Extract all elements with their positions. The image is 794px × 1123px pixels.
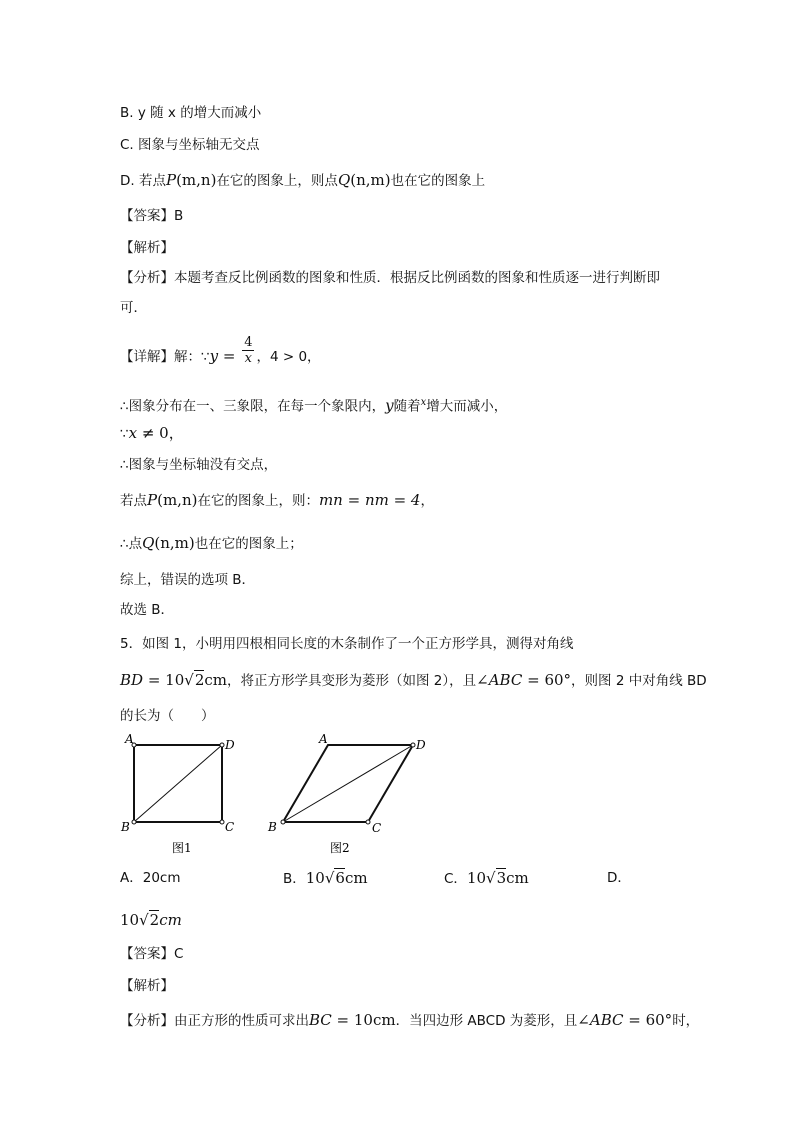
point-q: Q	[142, 534, 155, 552]
bc-value: = 10cm	[331, 1011, 396, 1029]
choose-line: 故选 B．	[120, 602, 175, 618]
fraction-numerator: 4	[244, 334, 253, 350]
choice-a: A．20cm	[120, 870, 181, 886]
no-intersection-line: ∴图象与坐标轴没有交点，	[120, 457, 278, 473]
figure-2-label-a: A	[319, 732, 328, 746]
figure-2-rhombus	[267, 732, 426, 855]
analysis-text-b: ．当四边形 ABCD 为菱形，且	[395, 1013, 578, 1029]
figure-2-label-b: B	[268, 820, 277, 834]
point-q: Q	[337, 171, 351, 189]
mn-end: ，	[420, 493, 434, 509]
var-bc: BC	[309, 1011, 332, 1029]
mn-text-b: 在它的图象上，则：	[197, 493, 319, 509]
q-text-b: 也在它的图象上；	[194, 536, 303, 552]
figure-1-label-b: B	[121, 820, 130, 834]
analysis-label: 【分析】	[120, 270, 174, 286]
point-p: P	[165, 171, 177, 189]
option-b: B. y 随 x 的增大而减小	[120, 105, 262, 121]
analysis-heading-2: 【解析】	[120, 978, 174, 994]
choice-b-unit: cm	[344, 869, 368, 887]
analysis-text-a: 由正方形的性质可求出	[174, 1013, 309, 1029]
mn-text-a: 若点	[120, 493, 147, 509]
choice-d-label: D．	[607, 870, 631, 886]
angle-var: ABC	[589, 1011, 624, 1029]
angle-symbol: ∠	[577, 1011, 590, 1029]
detail-prefix: 解：∵	[174, 349, 210, 365]
choice-b-coef: 10	[305, 869, 325, 887]
mn-equation: mn = nm = 4	[318, 491, 421, 509]
angle-var: ABC	[488, 671, 523, 689]
sqrt-6: √6	[324, 869, 345, 887]
answer-line-2	[120, 944, 183, 964]
analysis-text-1	[120, 268, 660, 288]
question-5-mid: ，将正方形学具变形为菱形（如图 2），且	[227, 673, 477, 689]
option-d-prefix: D. 若点	[120, 173, 166, 189]
quadrant-text-b: 随着	[393, 398, 421, 415]
sqrt-2: √2	[184, 671, 205, 689]
analysis-text-c: 时，	[672, 1013, 700, 1029]
point-p-args: (m,n)	[157, 491, 198, 509]
answer-label: 【答案】	[120, 946, 174, 962]
option-d	[120, 170, 485, 191]
point-q-args: (n,m)	[350, 171, 391, 189]
question-5-line-3: 的长为（ ）	[120, 708, 215, 724]
bd-unit: cm	[204, 671, 227, 689]
figure-2-caption: 图2	[330, 841, 350, 855]
analysis-heading-1: 【解析】	[120, 240, 174, 256]
detail-line	[120, 334, 321, 367]
radicand: 2	[149, 911, 160, 929]
quadrant-text-c: 增大而减小，	[426, 398, 508, 415]
choice-b	[283, 868, 368, 889]
question-5-line-2	[120, 670, 707, 691]
figure-1-caption: 图1	[172, 841, 192, 855]
summary-line: 综上，错误的选项 B．	[120, 572, 256, 588]
var-y: y	[209, 347, 219, 365]
radicand: 2	[194, 671, 205, 689]
choice-d	[120, 910, 182, 931]
choice-d-unit: cm	[159, 911, 182, 929]
var-x: x	[128, 424, 138, 442]
sqrt-3: √3	[486, 869, 507, 887]
choice-c-coef: 10	[466, 869, 487, 887]
choice-c-label: C．	[444, 871, 467, 887]
fraction-denominator: x	[244, 350, 252, 366]
figure-2-label-c: C	[372, 821, 382, 835]
analysis-text-2	[120, 1010, 699, 1031]
figure-1-label-d: D	[225, 738, 235, 752]
figure-1-square	[120, 732, 235, 855]
q-text-a: ∴点	[120, 536, 143, 552]
choice-d-coef: 10	[120, 911, 140, 929]
detail-label: 【详解】	[120, 349, 174, 365]
radicand: 6	[335, 869, 345, 887]
figure-1-label-a: A	[125, 732, 134, 746]
choice-b-label: B．	[283, 871, 306, 887]
q-line	[120, 533, 303, 554]
x-neq-line	[120, 423, 184, 444]
option-c: C. 图象与坐标轴无交点	[120, 137, 260, 153]
angle-value: = 60°	[623, 1011, 673, 1029]
radicand: 3	[496, 869, 507, 887]
point-p-args: (m,n)	[176, 171, 217, 189]
figures	[0, 728, 794, 858]
choice-c	[444, 868, 529, 889]
figure-1-label-c: C	[225, 820, 235, 834]
question-5-end: ，则图 2 中对角线 BD	[571, 673, 707, 689]
quadrant-text-a: ∴图象分布在一、三象限，在每一个象限内，	[120, 398, 386, 415]
question-5-line-1: 5．如图 1，小明用四根相同长度的木条制作了一个正方形学具，测得对角线	[120, 636, 574, 652]
option-d-mid: 在它的图象上，则点	[216, 173, 338, 189]
answer-label: 【答案】	[120, 208, 174, 224]
sqrt-2: √2	[139, 911, 160, 929]
answer-line-1	[120, 206, 183, 226]
analysis-text: 本题考查反比例函数的图象和性质．根据反比例函数的图象和性质逐一进行判断即	[174, 270, 660, 286]
neq-zero: ≠ 0，	[137, 424, 184, 442]
point-q-args: (n,m)	[154, 534, 195, 552]
mn-line	[120, 490, 434, 511]
quadrant-line	[120, 393, 507, 417]
bd-equals: = 10	[143, 671, 185, 689]
var-x: x	[420, 397, 427, 408]
var-bd: BD	[120, 671, 144, 689]
option-d-suffix: 也在它的图象上	[390, 173, 486, 189]
figure-2-label-d: D	[416, 738, 426, 752]
analysis-text-1-cont: 可．	[120, 300, 147, 316]
answer-value: C	[174, 946, 184, 962]
choice-c-unit: cm	[506, 869, 529, 887]
answer-value: B	[174, 208, 184, 224]
angle-symbol: ∠	[476, 671, 489, 689]
point-p: P	[147, 491, 158, 509]
fraction-4-over-x	[242, 335, 254, 366]
because-symbol: ∵	[120, 426, 129, 442]
detail-after: ，4 > 0，	[256, 349, 321, 365]
analysis-label: 【分析】	[120, 1013, 174, 1029]
equals: =	[218, 347, 241, 365]
angle-value: = 60°	[522, 671, 572, 689]
var-y: y	[385, 396, 394, 415]
